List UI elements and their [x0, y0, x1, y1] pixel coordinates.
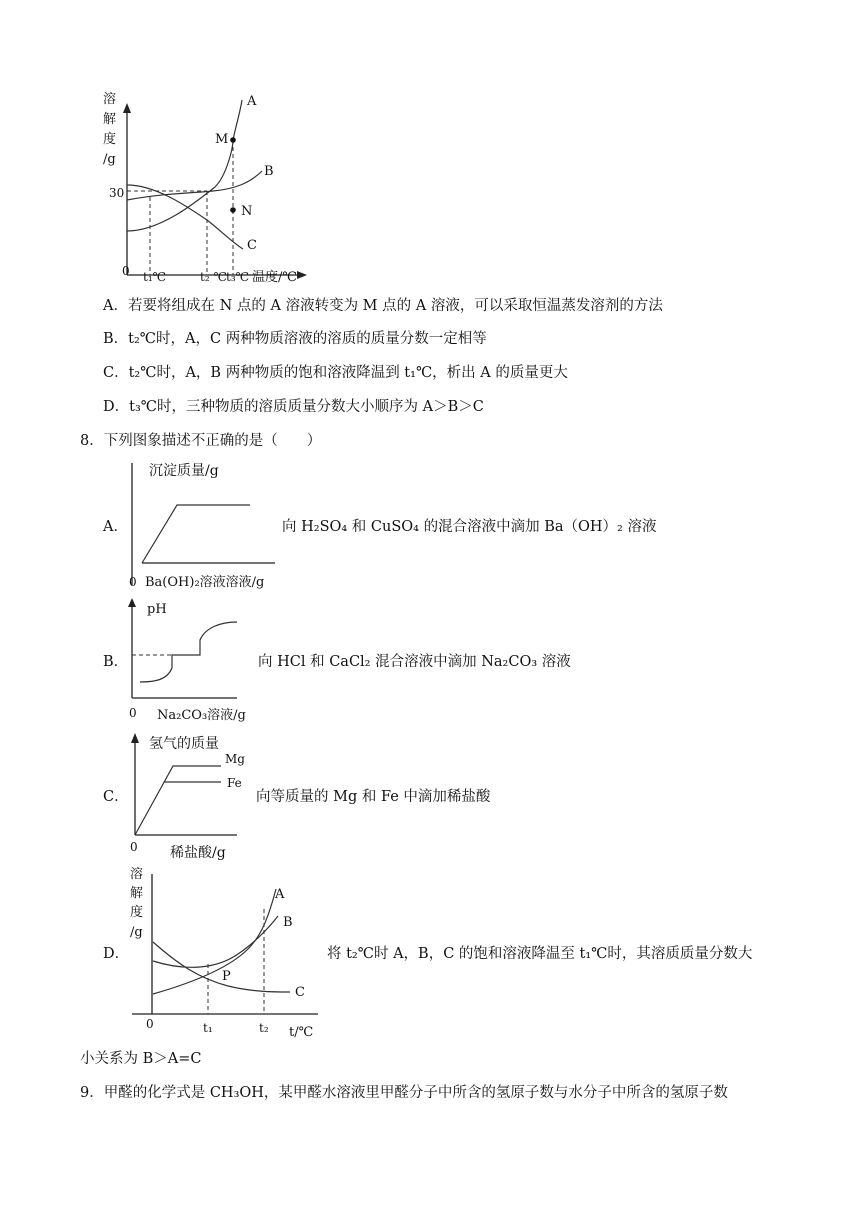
q7-option-a: A．若要将组成在 N 点的 A 溶液转变为 M 点的 A 溶液，可以采取恒温蒸发溶剂的方法: [103, 298, 663, 314]
q8-c-xlabel: 稀盐酸/g: [170, 845, 226, 861]
q7-origin: 0: [122, 264, 130, 278]
q7-label-c: C: [247, 238, 257, 253]
q8-b-graph: [125, 598, 260, 725]
q7-label-b: B: [264, 164, 274, 179]
q8-b-label: B．: [103, 654, 129, 670]
q8-c-text: 向等质量的 Mg 和 Fe 中滴加稀盐酸: [256, 789, 491, 805]
q8-d-graph: [128, 864, 324, 1040]
q8-stem: 8．下列图象描述不正确的是（ ）: [80, 433, 322, 449]
q8-b-xlabel: Na₂CO₃溶液/g: [157, 708, 246, 723]
q8-d-label-p: P: [222, 969, 231, 984]
q8-c-origin: 0: [130, 840, 138, 854]
q8-d-text: 将 t₂℃时 A，B，C 的饱和溶液降温至 t₁℃时，其溶质质量分数大: [327, 946, 753, 962]
q7-label-m: M: [215, 132, 229, 147]
q8-a-graph: [125, 455, 280, 595]
q8-c-ylabel: 氢气的质量: [149, 736, 219, 752]
q7-xtick-t3: t₃℃: [226, 270, 250, 284]
q7-option-c: C．t₂℃时，A，B 两种物质的饱和溶液降温到 t₁℃，析出 A 的质量更大: [103, 365, 568, 381]
q7-y-arrow: [123, 103, 131, 113]
q8-d-curve-b: [153, 916, 278, 967]
q8-d-curve-a: [153, 889, 276, 994]
q8-d-ylabel-2: 解: [130, 886, 144, 901]
q8-a-label: A．: [103, 519, 128, 535]
q7-point-m: [230, 137, 236, 143]
q7-ylabel-2: 解: [103, 112, 117, 127]
q8-b-y-arrow: [128, 598, 136, 607]
q8-d-text-cont: 小关系为 B＞A=C: [80, 1051, 202, 1067]
q7-option-d: D．t₃℃时，三种物质的溶质质量分数大小顺序为 A＞B＞C: [103, 399, 484, 415]
q7-xlabel: 温度/℃: [252, 270, 297, 285]
q8-c-curve-mg: [135, 766, 221, 835]
q7-ylabel-1: 溶: [103, 92, 117, 107]
q8-a-text: 向 H₂SO₄ 和 CuSO₄ 的混合溶液中滴加 Ba（OH）₂ 溶液: [282, 519, 657, 535]
q7-ylabel-4: /g: [103, 152, 116, 167]
q7-x-arrow: [297, 271, 307, 279]
q7-curve-b: [127, 171, 262, 200]
q8-d-ylabel-3: 度: [130, 905, 144, 920]
q7-xtick-t2: t₂ ℃: [200, 270, 227, 284]
q8-d-label-b: B: [283, 915, 293, 930]
q7-xtick-t1: t₁℃: [143, 270, 167, 284]
q8-d-origin: 0: [146, 1017, 154, 1031]
q8-d-ylabel-1: 溶: [130, 867, 144, 882]
q7-point-n: [230, 207, 236, 213]
q8-b-text: 向 HCl 和 CaCl₂ 混合溶液中滴加 Na₂CO₃ 溶液: [258, 654, 571, 670]
q7-curve-a: [127, 100, 242, 231]
q8-b-ylabel: pH: [147, 602, 167, 617]
q8-a-xlabel: Ba(OH)₂溶液溶液/g: [145, 575, 265, 590]
q8-c-label: C．: [103, 789, 129, 805]
q8-d-xlabel: t/℃: [289, 1025, 314, 1040]
q8-d-ylabel-4: /g: [130, 925, 143, 940]
q8-b-curve: [140, 622, 237, 682]
q7-ylabel-3: 度: [103, 132, 117, 147]
q8-d-label-c: C: [295, 985, 305, 1000]
q9-stem: 9．甲醛的化学式是 CH₃OH，某甲醛水溶液里甲醛分子中所含的氢原子数与水分子中所含的氢原子数: [80, 1085, 728, 1101]
q8-b-origin: 0: [129, 706, 137, 720]
q7-curve-c: [127, 185, 243, 249]
q8-d-label-a: A: [275, 887, 285, 902]
q8-d-xtick-t1: t₁: [203, 1021, 213, 1035]
q8-d-label: D．: [103, 946, 130, 962]
q8-d-curve-c: [153, 942, 290, 992]
q8-a-origin: 0: [129, 575, 137, 589]
q8-c-series-mg: Mg: [225, 752, 245, 766]
q7-label-n: N: [241, 204, 253, 219]
q7-solubility-graph: [95, 85, 320, 290]
q8-c-graph: [125, 733, 255, 863]
q7-label-a: A: [247, 94, 257, 109]
q7-option-b: B．t₂℃时，A，C 两种物质溶液的溶质的质量分数一定相等: [103, 331, 487, 347]
q7-ytick-30: 30: [109, 186, 125, 200]
q8-a-ylabel: 沉淀质量/g: [149, 463, 219, 479]
q8-c-series-fe: Fe: [227, 776, 242, 790]
q8-c-y-arrow: [131, 733, 139, 743]
q8-d-xtick-t2: t₂: [259, 1021, 269, 1035]
q8-a-curve: [142, 505, 250, 563]
